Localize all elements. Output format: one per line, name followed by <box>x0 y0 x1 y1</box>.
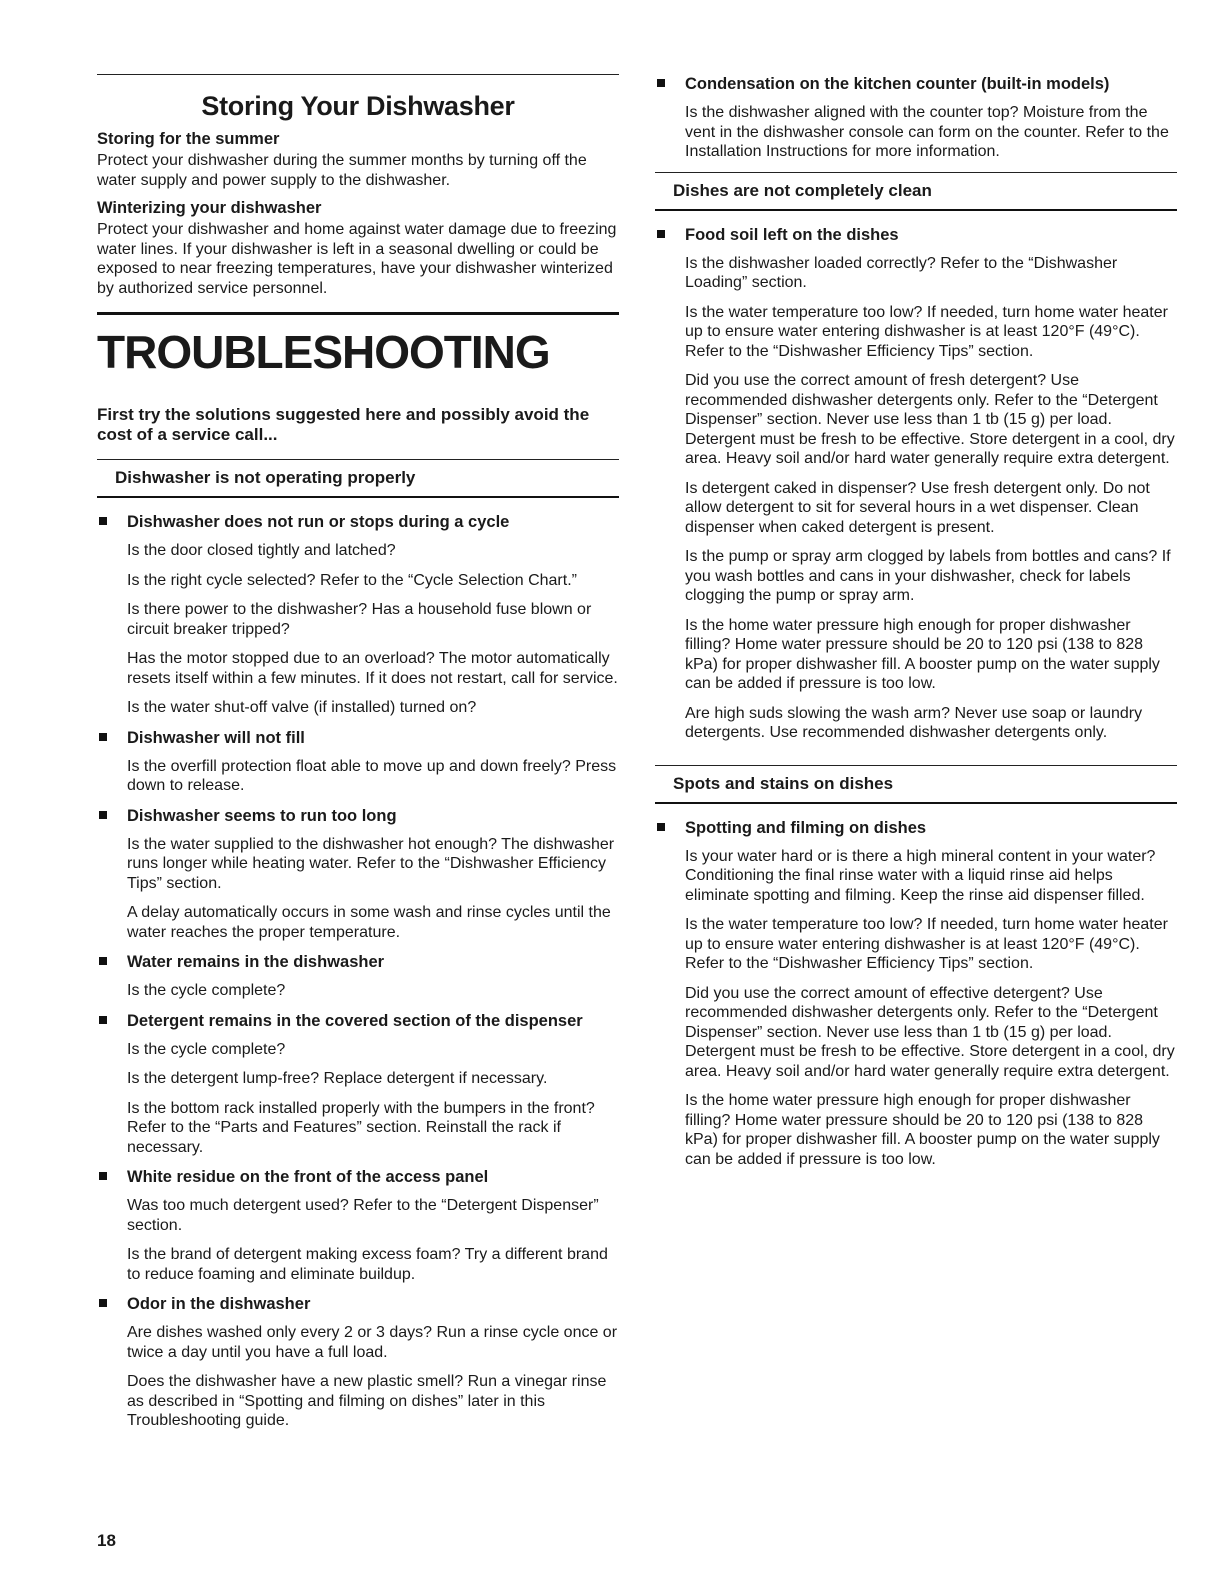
item-para: Was too much detergent used? Refer to the “Detergent Dispenser” section. <box>127 1197 599 1234</box>
item-title: Food soil left on the dishes <box>685 225 899 244</box>
item-title: White residue on the front of the access panel <box>127 1168 489 1186</box>
item-para: Is the water shut-off valve (if installed) turned on? <box>127 699 477 716</box>
item-title: Dishwasher does not run or stops during a cycle <box>127 513 510 531</box>
item-para: Are dishes washed only every 2 or 3 days? Run a rinse cycle once or twice a day until you have a full load. <box>127 1324 618 1361</box>
category-heading: Spots and stains on dishes <box>655 765 1177 804</box>
item-para: Is the cycle complete? <box>127 1040 286 1058</box>
item-para: Is detergent caked in dispenser? Use fresh detergent only. Do not allow detergent to sit for several hours in a wet dispenser. Clean dispenser when caked detergent is present. <box>685 479 1150 536</box>
bullet-square <box>99 1172 107 1180</box>
trouble-item <box>97 1294 619 1431</box>
item-para: Is the home water pressure high enough for proper dishwasher filling? Home water pressure should be 20 to 120 psi (138 to 828 kPa) for proper dishwasher fill. A booster pump on the water supply can be added if pressure is too low. <box>685 616 1160 692</box>
item-para: Is the pump or spray arm clogged by labels from bottles and cans? If you wash bottles and cans in your dishwasher, check for labels clogging the pump or spray arm. <box>685 548 1171 604</box>
item-title: Condensation on the kitchen counter (built-in models) <box>685 75 1110 93</box>
bullet-square <box>99 733 107 741</box>
trouble-item <box>97 1011 619 1158</box>
top-rule <box>97 74 619 75</box>
item-para: Is the dishwasher loaded correctly? Refer to the “Dishwasher Loading” section. <box>685 254 1118 291</box>
item-para: A delay automatically occurs in some wash and rinse cycles until the water reaches the proper temperature. <box>127 904 611 941</box>
item-para: Is the overfill protection float able to move up and down freely? Press down to release. <box>127 757 617 794</box>
bullet-square <box>99 517 107 525</box>
bullet-square <box>99 1016 107 1024</box>
summer-heading: Storing for the summer <box>97 130 280 148</box>
item-para: Is the water supplied to the dishwasher hot enough? The dishwasher runs longer while heating water. Refer to the “Dishwasher Efficiency Tips” section. <box>127 835 615 892</box>
item-title: Water remains in the dishwasher <box>127 953 385 971</box>
section-rule <box>97 312 619 315</box>
item-title: Detergent remains in the covered section of the dispenser <box>127 1011 583 1030</box>
item-para: Are high suds slowing the wash arm? Never use soap or laundry detergents. Use recommended dishwasher detergents only. <box>685 704 1143 741</box>
bullet-square <box>657 230 665 238</box>
item-para: Is the cycle complete? <box>127 982 286 999</box>
trouble-item <box>655 818 1177 1170</box>
summer-text: Protect your dishwasher during the summer months by turning off the water supply and power supply to the dishwasher. <box>97 152 587 189</box>
item-para: Is the dishwasher aligned with the counter top? Moisture from the vent in the dishwasher console can form on the counter. Refer to the Installation Instructions for more information. <box>685 104 1169 160</box>
item-title: Odor in the dishwasher <box>127 1295 311 1313</box>
item-title: Dishwasher will not fill <box>127 728 305 747</box>
item-para: Is your water hard or is there a high mineral content in your water? Conditioning the final rinse water with a liquid rinse aid helps eliminate spotting and filming. Keep the rinse aid dispenser filled. <box>685 847 1156 904</box>
item-para: Did you use the correct amount of effective detergent? Use recommended dishwasher detergents only. Refer to the “Detergent Dispenser” section. Never use less than 1 tb (15 g) per load. Detergent must be fresh to be effective. Store detergent in a cool, dry area. Heavy soil and/or hard water generally require extra detergent. <box>685 984 1175 1080</box>
storing-title: Storing Your Dishwasher <box>201 91 515 121</box>
bullet-square <box>99 957 107 965</box>
item-title: Spotting and filming on dishes <box>685 818 927 837</box>
item-para: Does the dishwasher have a new plastic smell? Run a vinegar rinse as described in “Spotting and filming on dishes” later in this Troubleshooting guide. <box>127 1373 607 1429</box>
item-para: Is the door closed tightly and latched? <box>127 542 396 559</box>
bullet-square <box>99 1299 107 1307</box>
bullet-square <box>99 811 107 819</box>
item-para: Did you use the correct amount of fresh detergent? Use recommended dishwasher detergents only. Refer to the “Detergent Dispenser” section. Never use less than 1 tb (15 g) per load. Detergent must be fresh to be effective. Store detergent in a cool, dry area. Heavy soil and/or hard water generally require extra detergent. <box>685 372 1175 467</box>
item-para: Is the bottom rack installed properly with the bumpers in the front? Refer to the “Parts and Features” section. Reinstall the rack if necessary. <box>127 1099 595 1156</box>
right-column <box>655 74 1177 1179</box>
category-heading: Dishes are not completely clean <box>655 172 1177 211</box>
item-para: Is the detergent lump-free? Replace detergent if necessary. <box>127 1070 548 1087</box>
item-para: Is the right cycle selected? Refer to the “Cycle Selection Chart.” <box>127 571 577 589</box>
troubleshooting-title: TROUBLESHOOTING <box>97 326 550 378</box>
item-para: Is there power to the dishwasher? Has a household fuse blown or circuit breaker tripped? <box>127 601 592 638</box>
item-para: Has the motor stopped due to an overload? The motor automatically resets itself within a few minutes. If it does not restart, call for service. <box>127 650 618 687</box>
trouble-item <box>97 806 619 943</box>
trouble-item <box>97 1167 619 1284</box>
trouble-item <box>97 512 619 718</box>
item-title: Dishwasher seems to run too long <box>127 806 397 825</box>
bullet-square <box>657 823 665 831</box>
troubleshooting-intro: First try the solutions suggested here and possibly avoid the cost of a service call... <box>97 405 590 444</box>
item-para: Is the home water pressure high enough for proper dishwasher filling? Home water pressure should be 20 to 120 psi (138 to 828 kPa) for proper dishwasher fill. A booster pump on the water supply can be added if pressure is too low. <box>685 1092 1160 1168</box>
category-heading: Dishwasher is not operating properly <box>97 459 619 498</box>
winter-text: Protect your dishwasher and home against water damage due to freezing water lines. If your dishwasher is left in a seasonal dwelling or could be exposed to near freezing temperatures, have your dishwasher winterized by authorized service personnel. <box>97 221 617 297</box>
trouble-item <box>97 728 619 796</box>
trouble-item <box>655 225 1177 743</box>
winter-heading: Winterizing your dishwasher <box>97 199 322 217</box>
trouble-item <box>97 952 619 1001</box>
left-column <box>97 74 619 1441</box>
page-number: 18 <box>97 1531 116 1550</box>
item-para: Is the water temperature too low? If needed, turn home water heater up to ensure water entering dishwasher is at least 120°F (49°C). Refer to the “Dishwasher Efficiency Tips” section. <box>685 303 1168 360</box>
item-para: Is the brand of detergent making excess foam? Try a different brand to reduce foaming and eliminate buildup. <box>127 1246 608 1283</box>
bullet-square <box>657 79 665 87</box>
trouble-item <box>655 74 1177 162</box>
item-para: Is the water temperature too low? If needed, turn home water heater up to ensure water entering dishwasher is at least 120°F (49°C). Refer to the “Dishwasher Efficiency Tips” section. <box>685 916 1168 972</box>
